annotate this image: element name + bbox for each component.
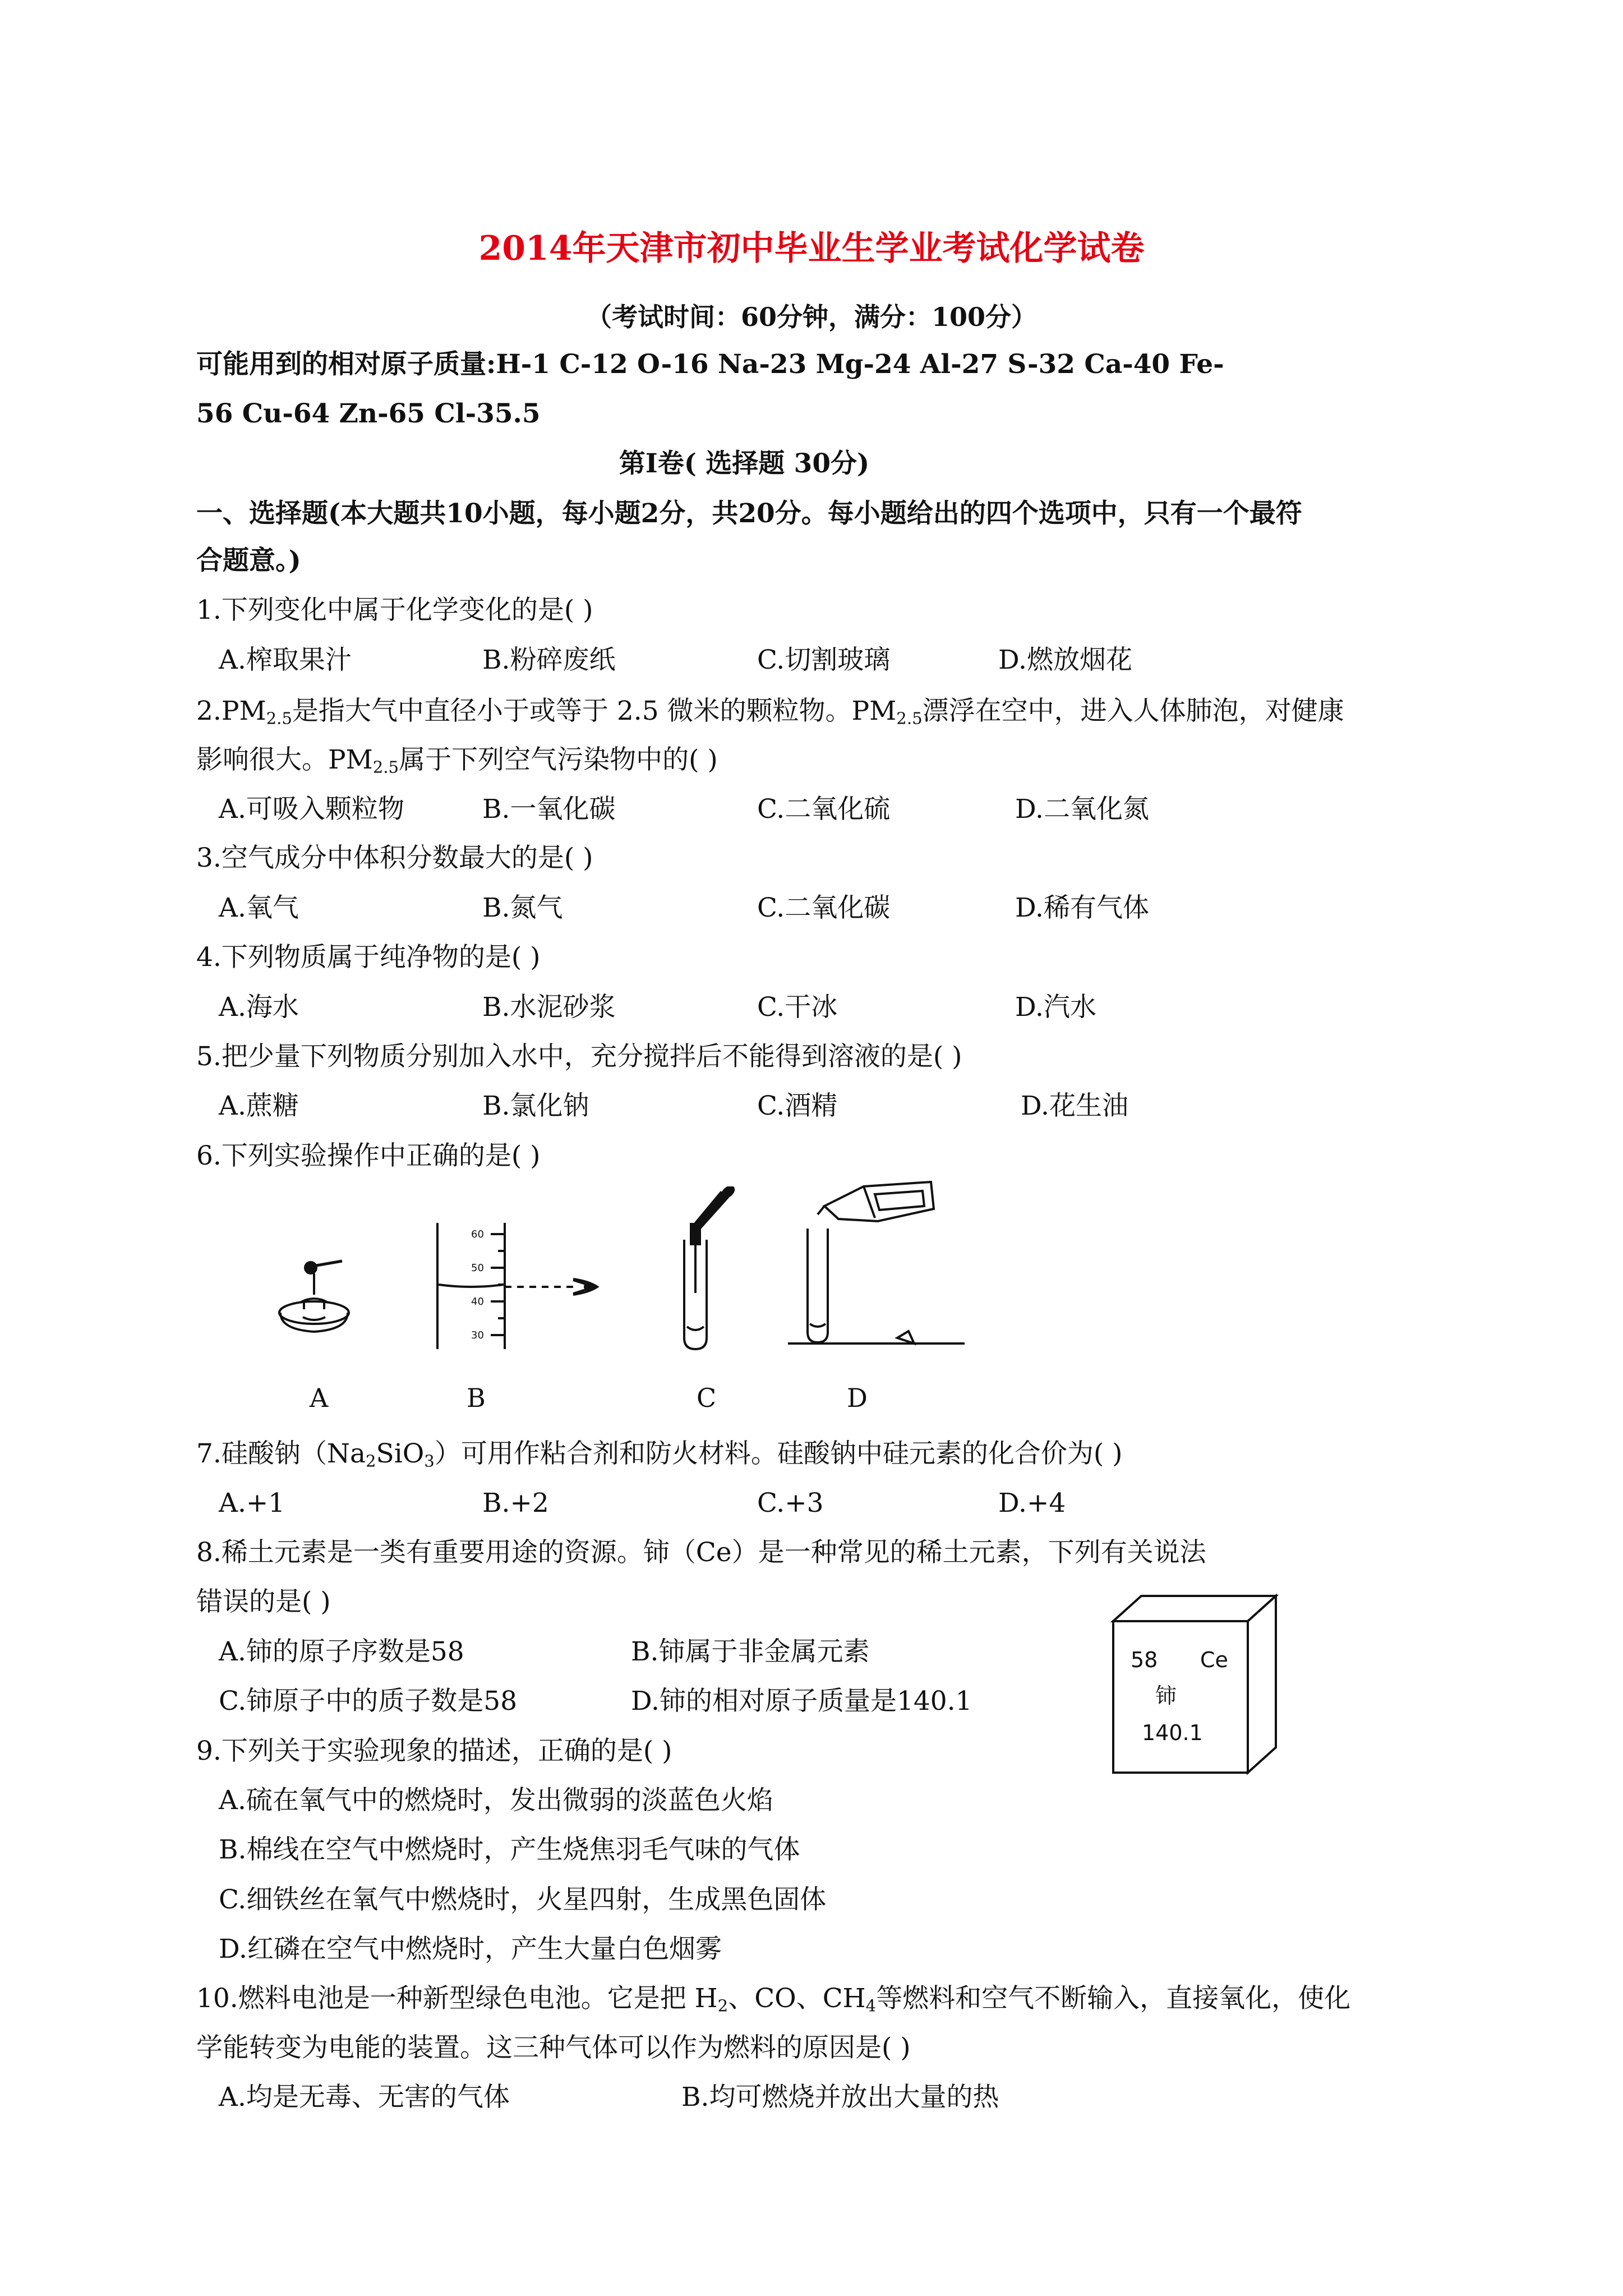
- dropper-figure: [673, 1186, 751, 1355]
- q3-option-b: B.氮气: [482, 892, 563, 923]
- part-heading-line1: 一、选择题(本大题共10小题，每小题2分，共20分。每小题给出的四个选项中，只有一个最符: [196, 498, 1302, 529]
- q3-option-c: C.二氧化碳: [757, 892, 891, 923]
- question-9-stem: 9.下列关于实验现象的描述，正确的是( ): [196, 1736, 672, 1766]
- q8-option-c: C.铈原子中的质子数是58: [219, 1686, 518, 1717]
- q8-option-d: D.铈的相对原子质量是140.1: [631, 1686, 972, 1717]
- q9-option-b: B.棉线在空气中燃烧时，产生烧焦羽毛气味的气体: [219, 1834, 800, 1865]
- figure-label-c: C: [697, 1383, 717, 1413]
- q7-option-d: D.+4: [998, 1488, 1066, 1519]
- q5-option-a: A.蔗糖: [219, 1091, 299, 1121]
- q10-option-b: B.均可燃烧并放出大量的热: [681, 2082, 999, 2113]
- element-number: 58: [1131, 1648, 1158, 1672]
- q2-option-a: A.可吸入颗粒物: [219, 794, 404, 825]
- q3-option-d: D.稀有气体: [1015, 892, 1149, 923]
- q1-option-c: C.切割玻璃: [757, 645, 891, 675]
- figure-label-a: A: [310, 1383, 329, 1413]
- part-heading-line2: 合题意。): [196, 545, 301, 576]
- exam-title: 2014年天津市初中毕业生学业考试化学试卷: [478, 229, 1145, 268]
- q10-option-a: A.均是无毒、无害的气体: [219, 2082, 510, 2113]
- q1-option-a: A.榨取果汁: [219, 645, 352, 675]
- q3-option-a: A.氧气: [219, 892, 299, 923]
- q5-option-d: D.花生油: [1021, 1091, 1128, 1121]
- q1-option-d: D.燃放烟花: [998, 645, 1132, 675]
- q2-option-d: D.二氧化氮: [1015, 794, 1149, 825]
- question-10-stem-line2: 学能转变为电能的装置。这三种气体可以作为燃料的原因是( ): [196, 2032, 911, 2063]
- alcohol-lamp-figure: [269, 1251, 359, 1341]
- tick-label-30: 30: [471, 1329, 484, 1341]
- q9-option-d: D.红磷在空气中燃烧时，产生大量白色烟雾: [219, 1934, 722, 1964]
- q7-option-c: C.+3: [757, 1488, 824, 1519]
- question-8-stem-line1: 8.稀土元素是一类有重要用途的资源。铈（Ce）是一种常见的稀土元素，下列有关说法: [196, 1537, 1206, 1568]
- figure-label-d: D: [847, 1383, 868, 1413]
- q7-option-a: A.+1: [219, 1488, 285, 1519]
- q4-option-a: A.海水: [219, 992, 299, 1023]
- section-title: 第Ⅰ卷( 选择题 30分): [619, 448, 870, 479]
- element-name: 铈: [1155, 1683, 1177, 1708]
- q4-option-c: C.干冰: [757, 992, 838, 1023]
- element-symbol: Ce: [1200, 1648, 1228, 1672]
- q1-option-b: B.粉碎废纸: [482, 645, 616, 675]
- q4-option-d: D.汽水: [1015, 992, 1096, 1023]
- question-2-stem-line2: 影响很大。$PM_{2.5}$属于下列空气污染物中的( ): [196, 744, 718, 777]
- tick-label-40: 40: [471, 1296, 484, 1308]
- element-mass: 140.1: [1142, 1720, 1203, 1745]
- question-4-stem: 4.下列物质属于纯净物的是( ): [196, 942, 541, 973]
- q8-option-a: A.铈的原子序数是58: [219, 1636, 464, 1667]
- tick-label-50: 50: [471, 1262, 484, 1274]
- question-5-stem: 5.把少量下列物质分别加入水中，充分搅拌后不能得到溶液的是( ): [196, 1041, 962, 1072]
- q5-option-b: B.氯化钠: [482, 1091, 589, 1121]
- q5-option-c: C.酒精: [757, 1091, 838, 1121]
- question-2-stem-line1: $2.PM_{2.5}$是指大气中直径小于或等于 2.5 微米的颗粒物。$PM_{2.5}$漂浮在空中，进入人体肺泡，对健康: [196, 696, 1344, 728]
- question-6-stem: 6.下列实验操作中正确的是( ): [196, 1140, 541, 1171]
- question-1-stem: 1.下列变化中属于化学变化的是( ): [196, 595, 593, 625]
- question-10-stem-line1: 10.燃料电池是一种新型绿色电池。它是把 $H_2$、CO、$CH_4$等燃料和空气不断输入，直接氧化，使化: [196, 1983, 1351, 2016]
- measuring-cylinder-figure: [426, 1217, 611, 1358]
- q7-option-b: B.+2: [482, 1488, 549, 1519]
- figure-label-b: B: [467, 1383, 486, 1413]
- question-3-stem: 3.空气成分中体积分数最大的是( ): [196, 843, 593, 873]
- q2-option-c: C.二氧化硫: [757, 794, 891, 825]
- tick-label-60: 60: [471, 1228, 484, 1240]
- q8-option-b: B.铈属于非金属元素: [631, 1636, 870, 1667]
- q9-option-a: A.硫在氧气中的燃烧时，发出微弱的淡蓝色火焰: [219, 1785, 773, 1816]
- element-card-cerium: [1110, 1593, 1279, 1778]
- q4-option-b: B.水泥砂浆: [482, 992, 616, 1023]
- q9-option-c: C.细铁丝在氧气中燃烧时，火星四射，生成黑色固体: [219, 1884, 827, 1915]
- pouring-figure: [785, 1175, 970, 1358]
- atomic-mass-line1: 可能用到的相对原子质量:H-1 C-12 O-16 Na-23 Mg-24 Al-27 S-32 Ca-40 Fe-: [196, 349, 1224, 380]
- question-8-stem-line2: 错误的是( ): [196, 1586, 331, 1617]
- q2-option-b: B.一氧化碳: [482, 794, 616, 825]
- question-7-stem: 7.硅酸钠$(Na_2SiO_3)$可用作粘合剂和防火材料。硅酸钠中硅元素的化合价为( ): [196, 1438, 1123, 1471]
- exam-info: （考试时间：60分钟，满分：100分）: [585, 302, 1038, 332]
- atomic-mass-line2: 56 Cu-64 Zn-65 Cl-35.5: [196, 398, 541, 429]
